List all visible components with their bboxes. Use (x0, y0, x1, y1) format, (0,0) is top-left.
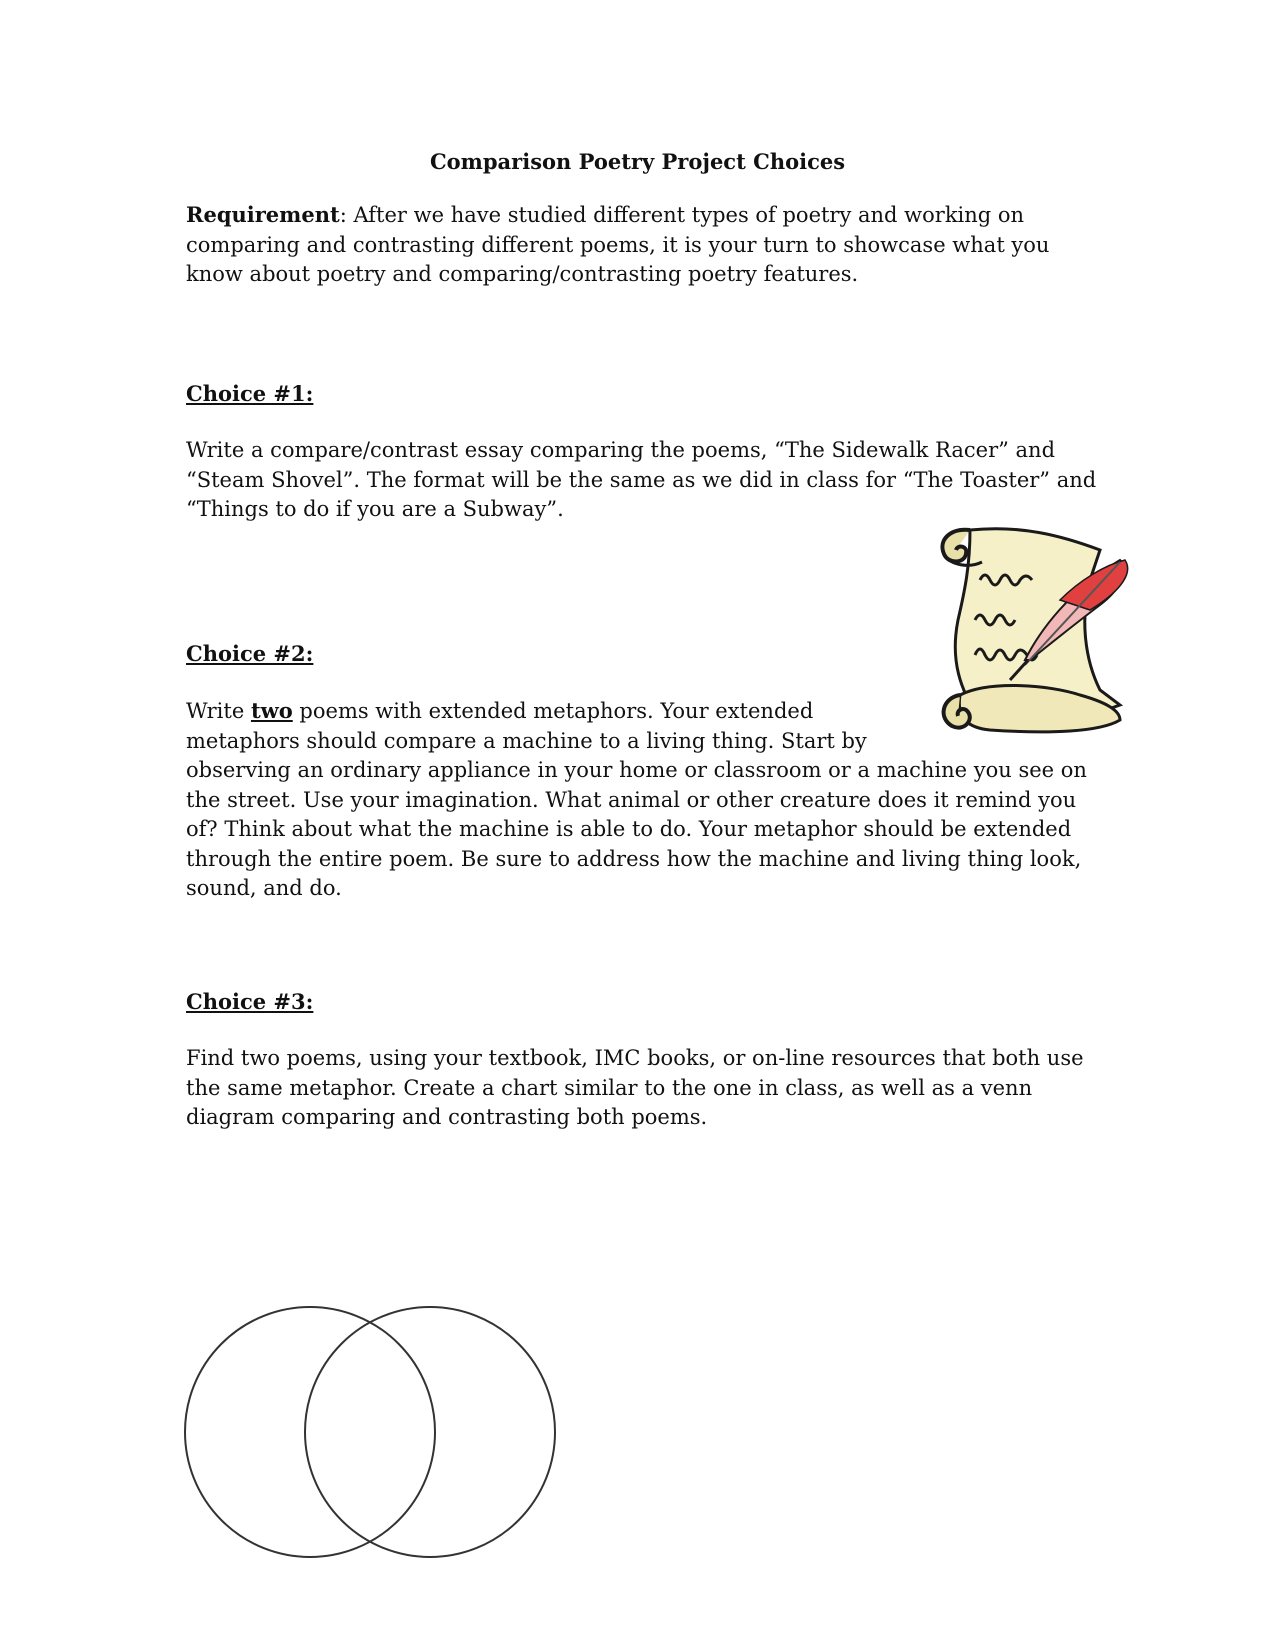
choice-2-emphasis: two (250, 698, 293, 723)
requirement-paragraph (186, 200, 1086, 290)
requirement-line-1 (186, 200, 1086, 231)
choice-1-line: Write a compare/contrast essay comparing the poems, “The Sidewalk Racer” and (186, 438, 1056, 462)
choice-2-line-1-pre: Write (186, 699, 251, 723)
choice-3-line: the same metaphor. Create a chart similar to the one in class, as well as a venn (186, 1075, 1033, 1100)
choice-1-paragraph (186, 436, 1097, 525)
choice-1-line: “Steam Shovel”. The format will be the same as we did in class for “The Toaster” and (186, 467, 1097, 492)
choice-3-line: Find two poems, using your textbook, IMC books, or on-line resources that both use (186, 1046, 1084, 1070)
requirement-line-2: comparing and contrasting different poems, it is your turn to showcase what you (186, 232, 1050, 257)
venn-circle-right (305, 1307, 555, 1557)
requirement-label: Requirement (186, 202, 340, 227)
scroll-quill-icon (930, 520, 1145, 745)
venn-circle-left (185, 1307, 435, 1557)
page-title: Comparison Poetry Project Choices (429, 149, 846, 174)
requirement-line-3: know about poetry and comparing/contrasting poetry features. (186, 262, 859, 286)
choice-2-line: metaphors should compare a machine to a living thing. Start by (186, 728, 867, 753)
requirement-line-1-text: : After we have studied different types of poetry and working on (339, 203, 1025, 227)
choice-3-heading: Choice #3: (186, 989, 314, 1014)
choice-2-heading: Choice #2: (186, 641, 314, 666)
choice-1-heading: Choice #1: (186, 381, 314, 406)
choice-1-line: “Things to do if you are a Subway”. (186, 497, 564, 521)
choice-2-line: through the entire poem. Be sure to address how the machine and living thing look, (186, 846, 1082, 871)
choice-2-line-1-post: poems with extended metaphors. Your extended (292, 699, 814, 723)
choice-3-paragraph (186, 1044, 1086, 1133)
choice-2-line: the street. Use your imagination. What animal or other creature does it remind you (186, 787, 1077, 812)
choice-2-line: sound, and do. (186, 876, 342, 900)
choice-2-line: of? Think about what the machine is able to do. Your metaphor should be extended (186, 817, 1072, 841)
choice-2-line: observing an ordinary appliance in your home or classroom or a machine you see on (186, 758, 1087, 782)
choice-3-line: diagram comparing and contrasting both poems. (186, 1105, 708, 1129)
venn-diagram (180, 1300, 565, 1570)
